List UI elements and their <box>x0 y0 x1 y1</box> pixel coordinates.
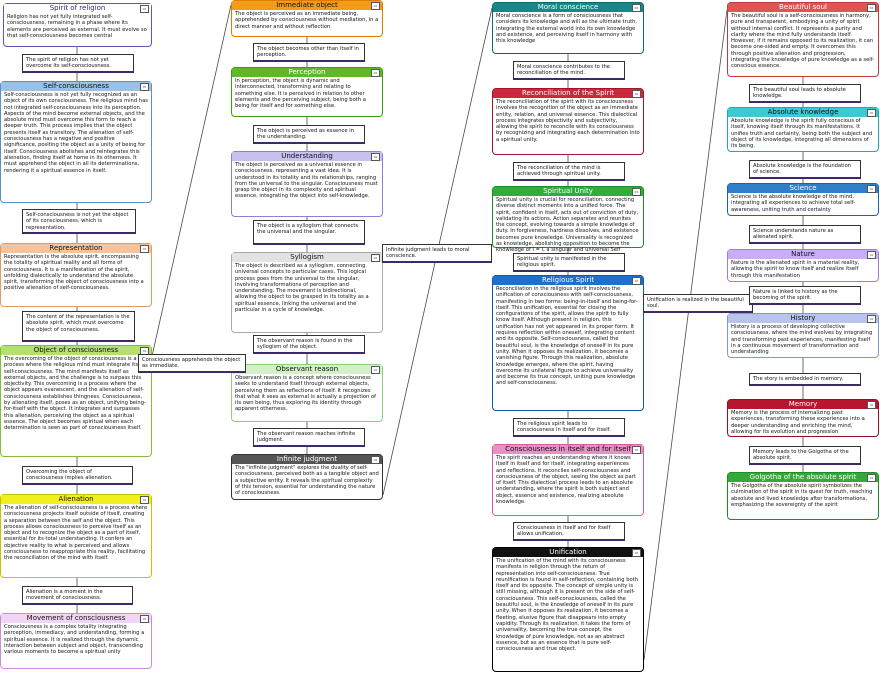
expand-icon[interactable]: ▭ <box>140 496 149 504</box>
expand-icon[interactable]: ▭ <box>867 109 876 117</box>
node-spiritual-unity[interactable] <box>492 186 644 254</box>
node-observant-reason[interactable] <box>231 364 383 422</box>
node-header <box>232 365 382 374</box>
link-label: The story is embedded in memory. <box>749 373 861 386</box>
expand-icon[interactable]: ▭ <box>867 315 876 323</box>
link-label: Consciousness in itself and for itself allows unification. <box>513 522 625 541</box>
link-label: Consciousness apprehends the object as immediate. <box>138 354 246 373</box>
node-title: Infinite judgment <box>276 455 338 463</box>
node-beautiful-soul[interactable] <box>727 2 879 77</box>
node-memory[interactable] <box>727 399 879 437</box>
link-label: The beautiful soul leads to absolute knowledge. <box>749 84 861 103</box>
node-title: Absolute knowledge <box>767 108 839 116</box>
node-representation[interactable] <box>0 243 152 307</box>
node-header <box>1 82 151 91</box>
expand-icon[interactable]: ▭ <box>632 188 641 196</box>
node-body: Spiritual unity is crucial for reconciliation, connecting diverse distinct moments into a unified force. The spirit, confident in itself, acts out of conviction of duty, validating its actions. Action separates and reunites the concept, evolving towards a simple knowledge of duty. In forgiveness, hardness dissolves, and existence becomes pure knowledge. Universality is recognized as knowledge, abolishing opposition to become the knowledge of I = I, a singular and universal Self <box>496 197 639 254</box>
node-title: Science <box>789 184 817 192</box>
node-title: Movement of consciousness <box>26 614 126 622</box>
node-header <box>493 276 643 285</box>
node-title: Reconciliation of the Spirit <box>521 89 615 97</box>
node-title: Immediate object <box>276 1 338 9</box>
link-label: The object is perceived as essence in the understanding. <box>253 125 365 144</box>
node-unification[interactable] <box>492 547 644 672</box>
connector-line <box>644 10 727 660</box>
node-body: The object is described as a syllogism, connecting universal concepts to particular cases. This logical process goes from the universal to the singular, involving transformations of perception and understanding. The movement is bidirectional, allowing the object to be grasped in its totality as a spiritual essence, linking the universal and the particular in a cycle of knowledge. <box>235 263 369 314</box>
node-title: Spirit of religion <box>49 4 106 12</box>
node-self-consciousness[interactable] <box>0 81 152 203</box>
node-body: Science is the absolute knowledge of the mind, integrating all experiences to achieve total self-awareness, uniting truth and certainty <box>731 194 856 213</box>
node-header <box>4 4 151 13</box>
node-header <box>493 187 643 196</box>
link-label: Alienation is a moment in the movement of consciousness. <box>22 586 133 605</box>
link-label: The observant reason is found in the syllogism of the object. <box>253 335 365 354</box>
node-nature[interactable] <box>727 249 879 282</box>
node-movement-of-consciousness[interactable] <box>0 613 152 669</box>
expand-icon[interactable]: ▭ <box>371 69 380 77</box>
link-label: The religious spirit leads to consciousness in itself and for itself. <box>513 418 625 437</box>
node-object-of-consciousness[interactable] <box>0 345 152 457</box>
node-spirit-of-religion[interactable] <box>3 3 152 47</box>
node-header <box>1 495 151 504</box>
node-alienation[interactable] <box>0 494 152 578</box>
node-header <box>232 253 382 262</box>
expand-icon[interactable]: ▭ <box>371 254 380 262</box>
node-science[interactable] <box>727 183 879 216</box>
node-body: The Golgotha of the absolute spirit symbolizes the culmination of the spirit in its quest for truth, reaching absolute and lived knowledge after transformations, emphasizing the sovereignty of the spirit <box>731 483 873 508</box>
node-header <box>728 314 878 323</box>
node-body: Observant reason is a concept where consciousness seeks to understand itself through external objects, perceiving them as reflections of itself. It recognizes that what it sees as external is actually a projection of its own being, thus exploring its identity through apparent otherness. <box>235 375 376 413</box>
expand-icon[interactable]: ▭ <box>371 366 380 374</box>
node-header <box>232 455 382 464</box>
link-label: Memory leads to the Golgotha of the absolute spirit. <box>749 446 861 465</box>
link-label: Nature is linked to history as the becoming of the spirit. <box>749 286 861 305</box>
node-title: Golgotha of the absolute spirit <box>749 473 857 481</box>
node-header <box>493 89 643 98</box>
expand-icon[interactable]: ▭ <box>140 83 149 91</box>
node-title: Nature <box>791 250 815 258</box>
node-header <box>1 244 151 253</box>
node-title: History <box>790 314 816 322</box>
expand-icon[interactable]: ▭ <box>140 245 149 253</box>
node-header <box>493 445 643 454</box>
node-title: Spiritual Unity <box>543 187 593 195</box>
link-label: Infinite judgment leads to moral conscience. <box>382 244 492 263</box>
node-header <box>728 400 878 409</box>
node-title: Syllogism <box>290 253 324 261</box>
link-label: The observant reason reaches infinite judgment. <box>253 428 365 447</box>
expand-icon[interactable]: ▭ <box>140 615 149 623</box>
link-label: Moral conscience contributes to the reconciliation of the mind. <box>513 61 625 80</box>
node-header <box>232 68 382 77</box>
node-body: Nature is the alienated spirit in a material reality, allowing the spirit to know itself and realize itself through this manifestation <box>731 260 860 279</box>
node-understanding[interactable] <box>231 151 383 217</box>
link-label: Overcoming the object of consciousness implies alienation. <box>22 466 133 485</box>
node-title: Moral conscience <box>537 3 599 11</box>
link-label: Absolute knowledge is the foundation of science. <box>749 160 861 179</box>
link-label: Spiritual unity is manifested in the religious spirit. <box>513 253 625 272</box>
node-infinite-judgment[interactable] <box>231 454 383 500</box>
link-label: The content of the representation is the absolute spirit, which must overcome the object of consciousness. <box>22 311 135 342</box>
node-golgotha-of-the-absolute-spirit[interactable] <box>727 472 879 520</box>
link-label: Self-consciousness is not yet the object of its consciousness, which is representation. <box>22 209 136 234</box>
node-body: The reconciliation of the spirit with its consciousness involves the recognition of the object as an immediate entity, relation, and universal essence. This dialectical process integrates objectivity and subjectivity, allowing the spirit to reconcile with its consciousness by recognizing and integrating each determination into a spiritual unity. <box>496 99 640 143</box>
node-syllogism[interactable] <box>231 252 383 333</box>
node-header <box>493 548 643 557</box>
node-header <box>493 3 643 12</box>
link-label: The spirit of religion has not yet overcome its self-consciousness. <box>22 54 134 73</box>
node-body: Moral conscience is a form of consciousness that considers its knowledge and will as the ultimate truth, integrating the external world into its own knowledge and existence, and perceiving itself in harmony with this knowledge <box>496 13 638 45</box>
expand-icon[interactable]: ▭ <box>371 153 380 161</box>
expand-icon[interactable]: ▭ <box>632 90 641 98</box>
expand-icon[interactable]: ▭ <box>867 401 876 409</box>
node-body: In perception, the object is dynamic and interconnected, transforming and relating to something else. It is perceived in relation to other elements and the perceiving subject, being both a being for itself and for something else. <box>235 78 366 110</box>
node-perception[interactable] <box>231 67 383 117</box>
node-body: Consciousness is a complex totality integrating perception, immediacy, and understanding, forming a spiritual essence. It is realized through the dynamic interaction between subject and object, transcending various moments to become a spiritual unity <box>4 624 145 656</box>
expand-icon[interactable]: ▭ <box>632 446 641 454</box>
node-title: Representation <box>49 244 103 252</box>
node-body: Religion has not yet fully integrated self-consciousness, remaining in a phase where its elements are perceived as external. It must evolve so that self-consciousness becomes central <box>7 14 147 39</box>
node-body: Representation is the absolute spirit, encompassing the totality of spiritual reality and all forms of consciousness. It is a manifestation of the spirit, unfolding dialectically to understand the absolute spirit, transforming the object of consciousness into a positive alienation of self-consciousness. <box>4 254 144 292</box>
node-header <box>728 3 878 12</box>
expand-icon[interactable]: ▭ <box>632 277 641 285</box>
node-religious-spirit[interactable] <box>492 275 644 411</box>
expand-icon[interactable]: ▭ <box>140 347 149 355</box>
node-body: Reconciliation in the religious spirit involves the unification of consciousness with self-consciousness, manifesting in two forms: being-in-itself and being-for-itself. This unification, essential for closing the configurations of the spirit, allows the spirit to fully know itself. Although present in religion, this unification has not yet appeared in its proper form. It requires reflection within oneself, integrating content and its opposite. Self-consciousness, called the beautiful soul, is the knowledge of oneself in its pure unity. When it opposes its realization, it becomes a vanishing figure. Through this realization, absolute knowledge emerges, where the spirit, having overcome its unilateral figure to achieve universality and become its true concept, uniting pure knowledge and self-consciousness. <box>496 286 638 387</box>
link-label: The reconciliation of the mind is achieved through spiritual unity. <box>513 162 625 181</box>
node-body: The overcoming of the object of consciousness is a process where the religious mind must integrate its self-consciousness. The mind manifests itself as external objects, and the challenge is to surpass this objectivity. This overcoming is a process where the object appears evanescent, and the alienation of self-consciousness establishes thingness. Consciousness, by alienating itself, poses as an object, unifying being-for-itself with the object. It integrates and surpasses this alienation, perceiving the object as a spiritual essence. The object becomes spiritual when each determination is seen as part of consciousness itself. <box>4 356 146 432</box>
node-title: Self-consciousness <box>43 82 109 90</box>
link-label: Science understands nature as alienated spirit. <box>749 225 861 244</box>
node-reconciliation-of-the-spirit[interactable] <box>492 88 644 155</box>
node-consciousness-in-itself-and-for-itself[interactable] <box>492 444 644 516</box>
link-label: The object becomes other than itself in perception. <box>253 43 365 62</box>
node-header <box>1 614 151 623</box>
expand-icon[interactable]: ▭ <box>632 4 641 12</box>
node-body: The object is perceived as a universal essence in consciousness, representing a vast idea. It is understood in its totality and its relationships, ranging from the universal to the singular. Consciousness must grasp the object in its complexity and spiritual essence, integrating the object into self-knowledge. <box>235 162 378 200</box>
link-label: Unification is realized in the beautiful soul. <box>643 294 753 313</box>
node-title: Memory <box>788 400 818 408</box>
node-body: The beautiful soul is a self-consciousness in harmony, pure and transparent, embodying a unity of spirit without internal conflict. It represents a purity and clarity where the mind fully understands itself. However, if it remains opposed to its realization, it can become one-sided and empty. It overcomes this through positive alienation and progression, integrating the knowledge of pure knowledge as a self-conscious essence. <box>731 13 875 70</box>
expand-icon[interactable]: ▭ <box>867 4 876 12</box>
node-title: Alienation <box>58 495 94 503</box>
node-title: Observant reason <box>275 365 339 373</box>
node-title: Religious Spirit <box>541 276 595 284</box>
node-title: Beautiful soul <box>779 3 827 11</box>
node-body: Absolute knowledge is the spirit fully conscious of itself, knowing itself through its manifestations. It unifies truth and certainty, being both the subject and object of its knowledge, integrating all dimensions of its being. <box>731 118 873 150</box>
node-title: Consciousness in itself and for itself <box>505 445 631 453</box>
expand-icon[interactable]: ▭ <box>632 549 641 557</box>
node-header <box>728 184 878 193</box>
node-header <box>232 1 382 10</box>
node-header <box>728 473 878 482</box>
node-title: Perception <box>288 68 326 76</box>
node-header <box>232 152 382 161</box>
node-header <box>728 108 878 117</box>
expand-icon[interactable]: ▭ <box>371 2 380 10</box>
node-title: Unification <box>549 548 587 556</box>
node-body: The alienation of self-consciousness is a process where consciousness projects itself outside of itself, creating a separation between the self and the object. This process allows consciousness to perceive itself as an object and to recognize the object as a part of itself, essential for its total understanding. It confers an objective reality to what is perceived and allows consciousness to reappropriate this reality, facilitating the reconciliation of the mind with itself. <box>4 505 148 562</box>
node-body: Memory is the process of internalizing past experiences, transforming these experiences into a deeper understanding and enriching the mind, allowing for its evolution and progression <box>731 410 865 435</box>
node-title: Understanding <box>281 152 333 160</box>
expand-icon[interactable]: ▭ <box>867 251 876 259</box>
expand-icon[interactable]: ▭ <box>867 185 876 193</box>
node-absolute-knowledge[interactable] <box>727 107 879 152</box>
node-body: The object is perceived as an immediate being, apprehended by consciousness without mediation, in a direct manner and without reflection <box>235 11 379 30</box>
node-body: The unification of the mind with its consciousness manifests in religion through the return of representation into self-consciousness. True reunification is found in self-reflection, containing both itself and its opposite. The concept of simple unity is still missing, although it is present on the side of self-consciousness. This self-consciousness, called the beautiful soul, is the knowledge of oneself in its pure unity. When it opposes its realization, it becomes a fleeting, elusive figure that disappears into empty vapidity. Through its realization, it takes the form of universality, becoming the true concept, the knowledge of pure knowledge, not as an abstract essence, but as an essence that is pure self-consciousness and true object. <box>496 558 639 653</box>
expand-icon[interactable]: ▭ <box>867 474 876 482</box>
node-immediate-object[interactable] <box>231 0 383 37</box>
node-body: The spirit reaches an understanding where it knows itself in itself and for itself, integrating experiences and reflections. It reconciles self-consciousness and consciousness of the object, seeing the object as part of itself. This dialectical process leads to an absolute understanding, where the spirit is both subject and object, essence and existence, realizing absolute knowledge. <box>496 455 636 506</box>
node-body: The "infinite judgment" explores the duality of self-consciousness, perceived both as a tangible object and a subjective entity. It reveals the spiritual complexity of this tension, essential for understanding the nature of consciousness. <box>235 465 379 497</box>
node-history[interactable] <box>727 313 879 358</box>
expand-icon[interactable]: ▭ <box>140 5 149 13</box>
expand-icon[interactable]: ▭ <box>371 456 380 464</box>
node-body: Self-consciousness is not yet fully recognized as an object of its own consciousness. The religious mind has not integrated self-consciousness into its perception. Aspects of the mind become external objects, and the absolute mind must overcome this form to reach a deeper truth. This process implies that the object presents itself as transitory. The alienation of self-consciousness has a negative and positive significance, positing the object as a unity of being for itself. Consciousness abolishes and reintegrates this alienation, finding itself at home in its otherness. It must apprehend the object in all its determinations, rendering it a spiritual essence in itself. <box>4 92 148 174</box>
node-title: Object of consciousness <box>33 346 119 354</box>
connector-line <box>150 5 231 365</box>
node-moral-conscience[interactable] <box>492 2 644 54</box>
link-label: The object is a syllogism that connects the universal and the singular. <box>253 220 365 245</box>
node-body: History is a process of developing collective consciousness, where the mind evolves by integrating and transforming past experiences, manifesting itself in a continuous movement of transformation and understanding <box>731 324 873 356</box>
node-header <box>728 250 878 259</box>
node-header <box>1 346 151 355</box>
